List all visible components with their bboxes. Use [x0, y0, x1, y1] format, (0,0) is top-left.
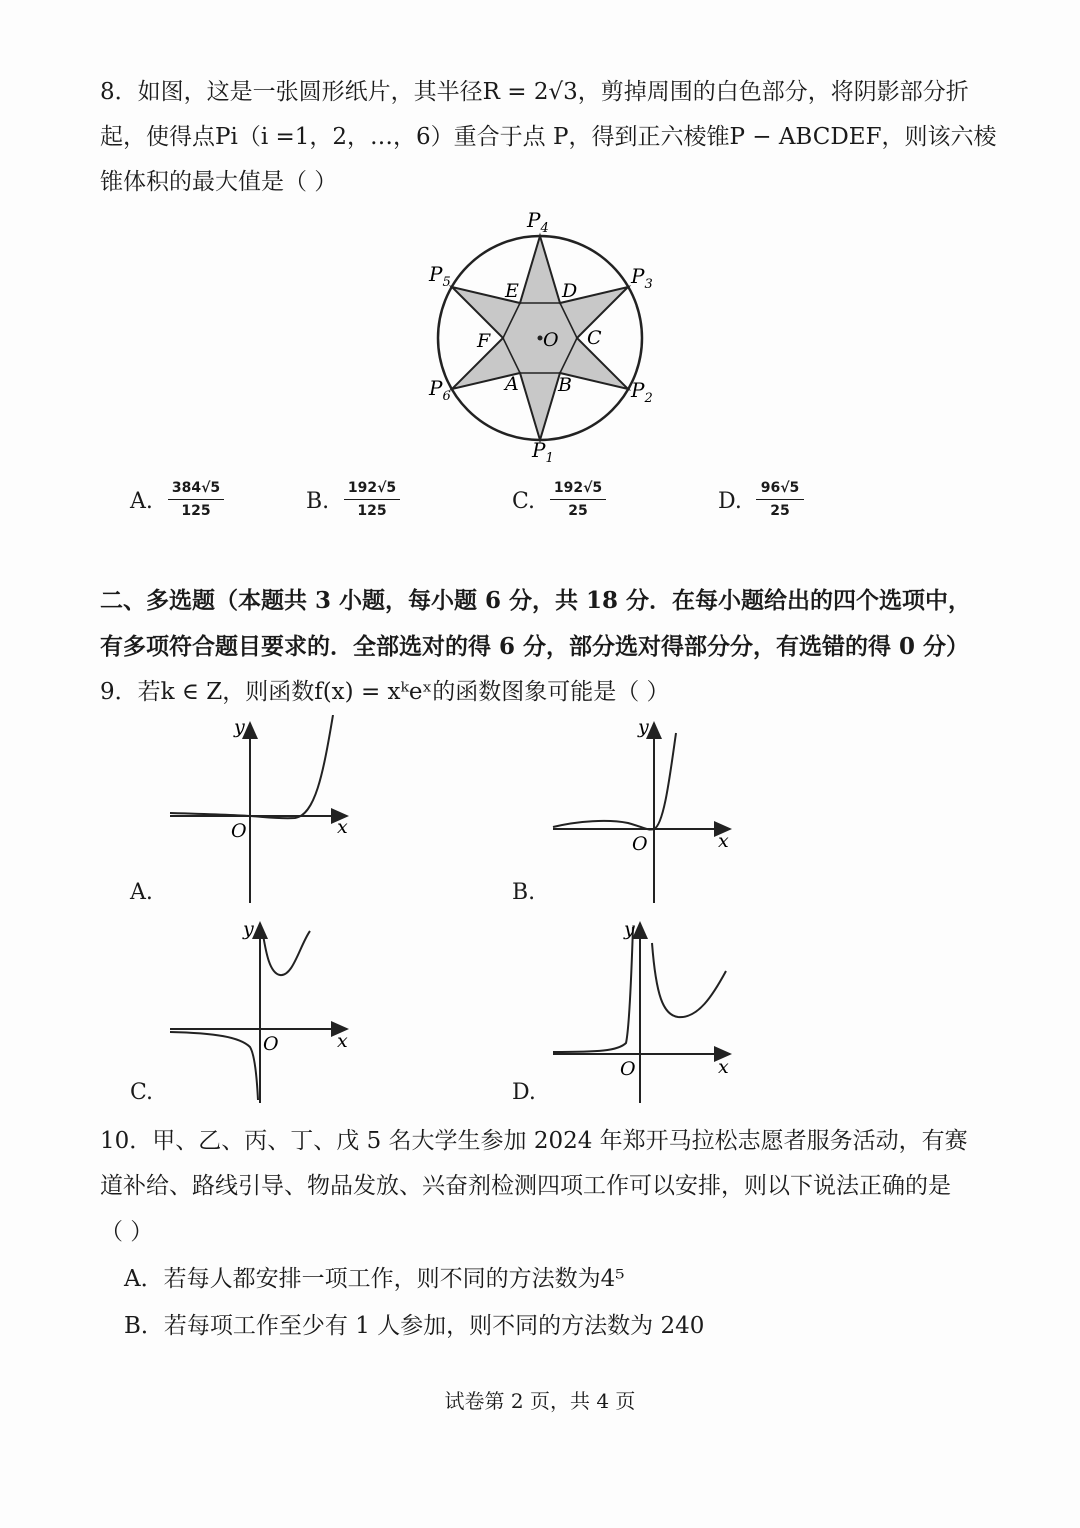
label-B: B — [558, 374, 572, 396]
q8-line1: 8．如图，这是一张圆形纸片，其半径R = 2√3，剪掉周围的白色部分，将阴影部分折 — [100, 79, 969, 105]
section2-line2: 有多项符合题目要求的．全部选对的得 6 分，部分选对得部分分，有选错的得 0 分） — [100, 633, 970, 660]
q10-line3: （ ） — [100, 1219, 154, 1245]
q8-option-c-label: C. — [512, 489, 536, 514]
q8-option-b-label: B. — [306, 489, 330, 514]
q9-graph-c — [165, 915, 365, 1105]
q8-option-a-num: 384√5 — [171, 480, 221, 496]
q8-option-d-den: 25 — [770, 503, 790, 519]
q8-option-d-num: 96√5 — [760, 480, 800, 496]
q10-line2: 道补给、路线引导、物品发放、兴奋剂检测四项工作可以安排，则以下说法正确的是 — [100, 1173, 951, 1199]
label-P4: $P_4$ — [527, 208, 549, 236]
curve-b — [553, 733, 676, 830]
q9-graph-c-label: C. — [130, 1080, 154, 1105]
q9-stem: 9．若k ∈ Z，则函数f(x) = xᵏeˣ的函数图象可能是（ ） — [100, 679, 670, 705]
graph-a-o: O — [231, 820, 247, 842]
label-O: O — [543, 329, 559, 351]
q8-option-d-label: D. — [718, 489, 742, 514]
graph-d-y: y — [624, 918, 635, 940]
graph-d-x: x — [718, 1056, 729, 1078]
q8-option-a-den: 125 — [181, 503, 211, 519]
label-D: D — [562, 280, 578, 302]
q8-line2: 起，使得点Pi（i =1，2，…，6）重合于点 P，得到正六棱锥P − ABCDEF，则该六棱 — [100, 124, 997, 150]
curve-c-right — [262, 929, 310, 975]
graph-c-y: y — [243, 918, 254, 940]
q10-option-a: A．若每人都安排一项工作，则不同的方法数为4⁵ — [124, 1266, 625, 1292]
graph-b-o: O — [632, 833, 648, 855]
q10-option-b: B．若每项工作至少有 1 人参加，则不同的方法数为 240 — [124, 1313, 705, 1339]
label-P3: $P_3$ — [631, 264, 653, 292]
label-P2: $P_2$ — [631, 378, 653, 406]
graph-d-o: O — [620, 1058, 636, 1080]
label-P1: $P_1$ — [532, 438, 554, 466]
graph-a-y: y — [234, 716, 245, 738]
graph-b-y: y — [638, 716, 649, 738]
q10-line1: 10．甲、乙、丙、丁、戊 5 名大学生参加 2024 年郑开马拉松志愿者服务活动，有赛 — [100, 1128, 968, 1154]
q8-option-b-num: 192√5 — [347, 480, 397, 496]
center-dot — [538, 336, 543, 341]
graph-b-x: x — [718, 830, 729, 852]
label-E: E — [505, 280, 519, 302]
curve-d-right — [652, 943, 726, 1017]
q9-graph-a-label: A. — [130, 880, 153, 905]
curve-a — [170, 715, 333, 818]
graph-a-x: x — [337, 816, 348, 838]
q8-star-figure — [415, 205, 675, 470]
q8-option-a-fraction — [168, 479, 224, 520]
q8-line3: 锥体积的最大值是（ ） — [100, 169, 338, 195]
label-C: C — [587, 327, 602, 349]
curve-d-left — [553, 927, 633, 1052]
q8-option-b-fraction — [344, 479, 400, 520]
section2-line1: 二、多选题（本题共 3 小题，每小题 6 分，共 18 分．在每小题给出的四个选项中， — [100, 587, 972, 614]
q8-option-c-den: 25 — [568, 503, 588, 519]
q9-graph-a — [165, 715, 365, 905]
curve-c-left — [170, 1032, 258, 1100]
q9-graph-b-label: B. — [512, 880, 536, 905]
q8-option-c-fraction — [550, 479, 606, 520]
q9-graph-b — [548, 715, 748, 905]
label-P5: $P_5$ — [429, 262, 451, 290]
page-footer: 试卷第 2 页，共 4 页 — [444, 1389, 636, 1413]
label-F: F — [477, 330, 491, 352]
label-P6: $P_6$ — [429, 376, 451, 404]
q8-option-a-label: A. — [130, 489, 153, 514]
q9-graph-d — [548, 915, 748, 1105]
graph-c-x: x — [337, 1030, 348, 1052]
label-A: A — [505, 373, 519, 395]
q9-graph-d-label: D. — [512, 1080, 536, 1105]
q8-option-c-num: 192√5 — [553, 480, 603, 496]
graph-c-o: O — [263, 1033, 279, 1055]
q8-option-d-fraction — [756, 479, 804, 520]
q8-option-b-den: 125 — [357, 503, 387, 519]
